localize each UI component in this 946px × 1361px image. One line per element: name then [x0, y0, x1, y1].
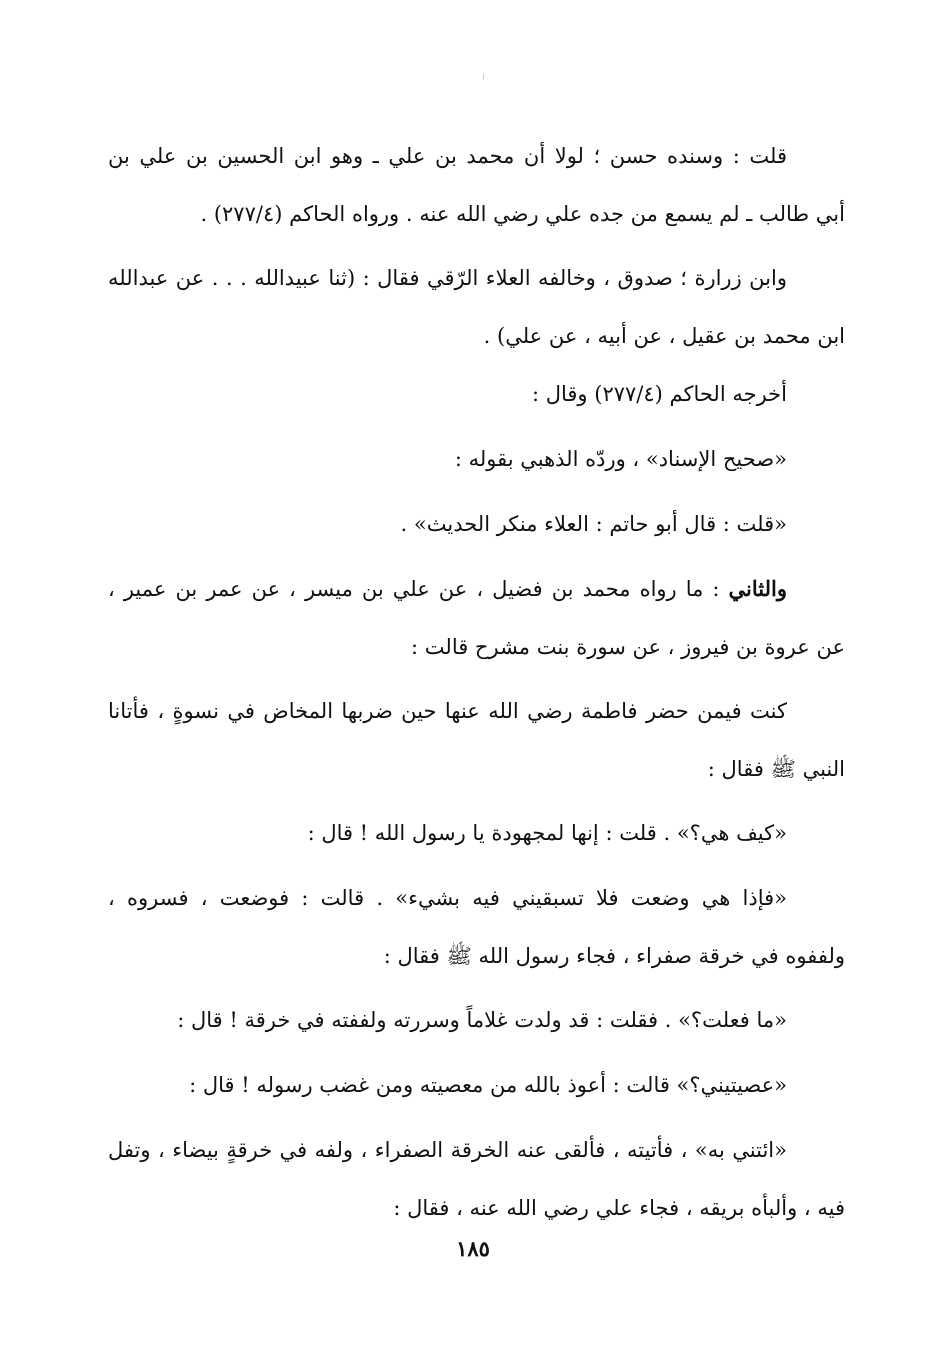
paragraph-4: [108, 433, 845, 498]
text-line: النبي ﷺ فقال :: [707, 757, 845, 781]
text-line: قلت : وسنده حسن ؛ لولا أن محمد بن علي ـ وهو ابن الحسين بن علي بن: [108, 144, 787, 168]
paragraph-9: [108, 872, 845, 988]
page-number: ١٨٥: [456, 1236, 490, 1261]
bold-lead: والثاني: [728, 576, 787, 601]
paragraph-3: [108, 368, 845, 433]
paragraph-6: [108, 563, 845, 679]
text-line: أخرجه الحاكم (٢٧٧/٤) وقال :: [531, 382, 787, 406]
text-line: «كيف هي؟» . قلت : إنها لمجهودة يا رسول الله ! قال :: [307, 821, 787, 845]
paragraph-11: [108, 1059, 845, 1124]
text-line: كنت فيمن حضر فاطمة رضي الله عنها حين ضربها المخاض في نسوةٍ ، فأتانا: [108, 699, 787, 723]
paragraph-8: [108, 807, 845, 872]
main-text: [108, 130, 845, 1240]
text-line: [108, 563, 845, 621]
text-line: عن عروة بن فيروز ، عن سورة بنت مشرح قالت :: [411, 635, 845, 659]
text-line: «صحيح الإسناد» ، وردّه الذهبي بقوله :: [454, 447, 787, 471]
paragraph-10: [108, 994, 845, 1059]
text-line: ابن محمد بن عقيل ، عن أبيه ، عن علي) .: [483, 324, 845, 348]
text-line: «ائتني به» ، فأتيته ، فألقى عنه الخرقة الصفراء ، ولفه في خرقةٍ بيضاء ، وتفل: [108, 1138, 787, 1162]
paragraph-2: [108, 252, 845, 368]
text-line: فيه ، وألبأه بريقه ، فجاء علي رضي الله عنه ، فقال :: [393, 1196, 845, 1220]
paragraph-7: [108, 685, 845, 801]
text-run: : ما رواه محمد بن فضيل ، عن علي بن ميسر ، عن عمر بن عمير ،: [108, 577, 729, 601]
scan-speck: [483, 74, 484, 80]
text-line: «ما فعلت؟» . فقلت : قد ولدت غلاماً وسررته ولففته في خرقة ! قال :: [177, 1008, 787, 1032]
text-line: «فإذا هي وضعت فلا تسبقيني فيه بشيء» . قالت : فوضعت ، فسروه ،: [108, 886, 787, 910]
paragraph-12: [108, 1124, 845, 1240]
paragraph-1: [108, 130, 845, 246]
text-line: «قلت : قال أبو حاتم : العلاء منكر الحديث» .: [400, 512, 787, 536]
paragraph-5: [108, 498, 845, 563]
text-line: وابن زرارة ؛ صدوق ، وخالفه العلاء الرّقي فقال : (ثنا عبيدالله . . . عن عبدالله: [108, 266, 787, 290]
text-line: «عصيتيني؟» قالت : أعوذ بالله من معصيته ومن غضب رسوله ! قال :: [189, 1073, 787, 1097]
text-line: أبي طالب ـ لم يسمع من جده علي رضي الله عنه . ورواه الحاكم (٢٧٧/٤) .: [200, 202, 845, 226]
text-line: ولففوه في خرقة صفراء ، فجاء رسول الله ﷺ فقال :: [383, 944, 845, 968]
